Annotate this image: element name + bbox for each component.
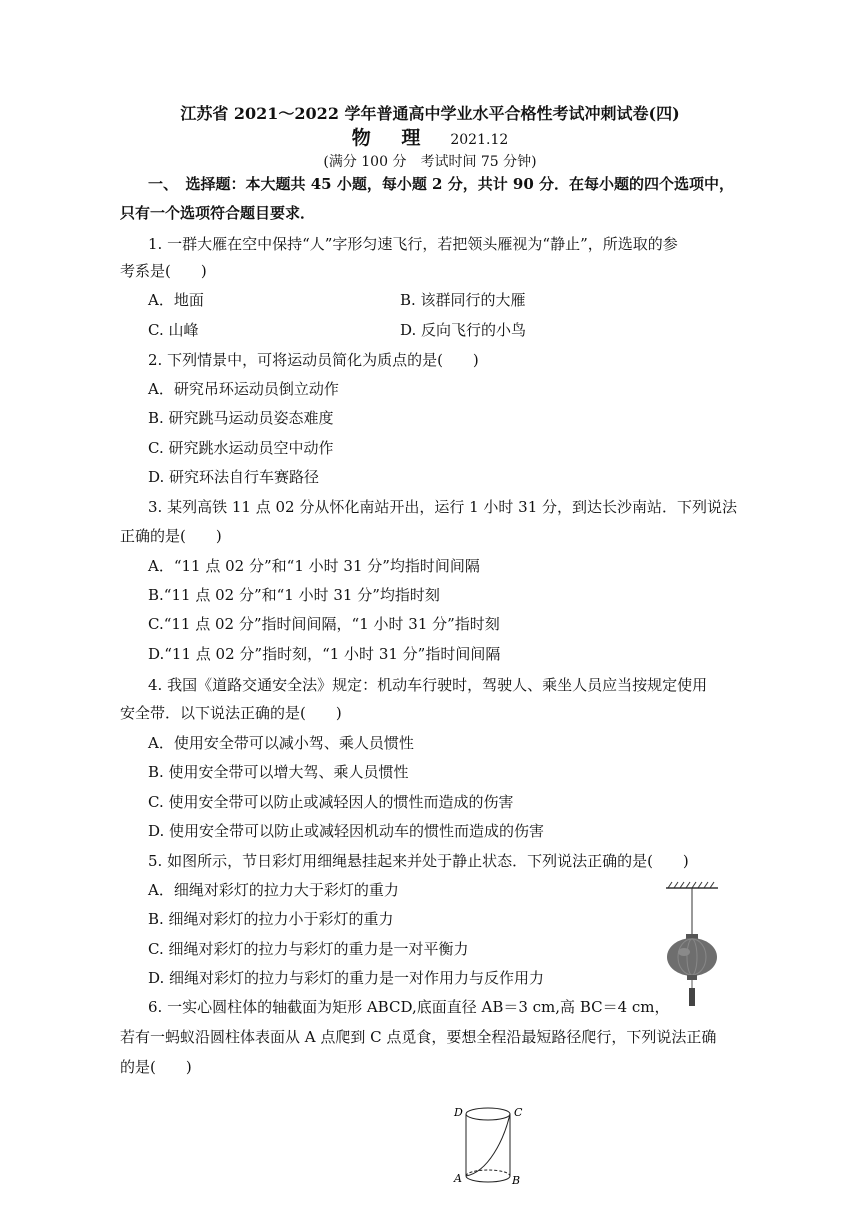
q4-option-b: B. 使用安全带可以增大驾、乘人员惯性	[148, 763, 409, 781]
q1-option-d: D. 反向飞行的小鸟	[400, 321, 527, 339]
ceiling-hatch	[666, 882, 718, 888]
subject-name: 物 理	[351, 127, 433, 149]
q5-option-b: B. 细绳对彩灯的拉力小于彩灯的重力	[148, 910, 394, 928]
exam-date: 2021.12	[450, 132, 509, 148]
q4-stem-line2: 安全带．以下说法正确的是( )	[120, 704, 342, 722]
label-a: A	[454, 1172, 462, 1185]
q5-option-d: D. 细绳对彩灯的拉力与彩灯的重力是一对作用力与反作用力	[148, 969, 545, 987]
q2-option-b: B. 研究跳马运动员姿态难度	[148, 409, 334, 427]
q3-stem-line2: 正确的是( )	[120, 527, 222, 545]
cylinder-figure	[448, 1100, 528, 1186]
q3-option-b: B.“11 点 02 分”和“1 小时 31 分”均指时刻	[148, 586, 440, 604]
q2-stem: 2. 下列情景中，可将运动员简化为质点的是( )	[148, 351, 479, 369]
q1-option-b: B. 该群同行的大雁	[400, 291, 526, 309]
q3-option-d: D.“11 点 02 分”指时刻，“1 小时 31 分”指时间间隔	[148, 645, 501, 663]
exam-title: 江苏省 2021～2022 学年普通高中学业水平合格性考试冲刺试卷(四)	[180, 104, 680, 123]
q3-option-c: C.“11 点 02 分”指时间间隔，“1 小时 31 分”指时刻	[148, 615, 500, 633]
label-b: B	[512, 1174, 521, 1186]
q3-stem-line1: 3. 某列高铁 11 点 02 分从怀化南站开出，运行 1 小时 31 分，到达长沙南站．下列说法	[148, 498, 738, 516]
label-d: D	[454, 1106, 463, 1119]
q4-option-c: C. 使用安全带可以防止或减轻因人的惯性而造成的伤害	[148, 793, 514, 811]
section-heading-line2: 只有一个选项符合题目要求．	[120, 204, 316, 222]
section-heading-line1: 一、 选择题：本大题共 45 小题，每小题 2 分，共计 90 分．在每小题的四个选项中，	[148, 175, 735, 193]
lantern-body	[667, 938, 717, 976]
subject-line	[0, 128, 860, 150]
q6-stem-line1: 6. 一实心圆柱体的轴截面为矩形 ABCD,底面直径 AB＝3 cm,高 BC＝4 cm，	[148, 998, 670, 1016]
q4-stem-line1: 4. 我国《道路交通安全法》规定：机动车行驶时，驾驶人、乘坐人员应当按规定使用	[148, 676, 708, 694]
q3-option-a: A．“11 点 02 分”和“1 小时 31 分”均指时间间隔	[148, 557, 480, 575]
label-c: C	[514, 1106, 523, 1119]
q5-stem: 5. 如图所示，节日彩灯用细绳悬挂起来并处于静止状态．下列说法正确的是( )	[148, 852, 689, 870]
q1-stem-line2: 考系是( )	[120, 262, 207, 280]
q6-stem-line3: 的是( )	[120, 1058, 192, 1076]
q1-stem-line1: 1. 一群大雁在空中保持“人”字形匀速飞行，若把领头雁视为“静止”，所选取的参	[148, 235, 678, 253]
cylinder-bottom-back	[466, 1170, 510, 1176]
q4-option-a: A．使用安全带可以减小驾、乘人员惯性	[148, 734, 414, 752]
q2-option-a: A．研究吊环运动员倒立动作	[148, 380, 339, 398]
q1-option-c: C. 山峰	[148, 321, 199, 339]
cylinder-bottom-front	[466, 1176, 510, 1182]
cylinder-top	[466, 1108, 510, 1120]
ant-path	[466, 1114, 510, 1176]
score-info: (满分 100 分 考试时间 75 分钟)	[323, 154, 537, 170]
q1-option-a: A．地面	[148, 291, 204, 309]
q5-option-a: A．细绳对彩灯的拉力大于彩灯的重力	[148, 881, 399, 899]
q2-option-c: C. 研究跳水运动员空中动作	[148, 439, 334, 457]
q2-option-d: D. 研究环法自行车赛路径	[148, 468, 320, 486]
lantern-figure	[662, 880, 722, 1010]
q4-option-d: D. 使用安全带可以防止或减轻因机动车的惯性而造成的伤害	[148, 822, 545, 840]
q6-stem-line2: 若有一蚂蚁沿圆柱体表面从 A 点爬到 C 点觅食，要想全程沿最短路径爬行，下列说法正确	[120, 1028, 717, 1046]
q5-option-c: C. 细绳对彩灯的拉力与彩灯的重力是一对平衡力	[148, 940, 469, 958]
lantern-tassel	[689, 988, 695, 1006]
lantern-base	[687, 975, 697, 980]
